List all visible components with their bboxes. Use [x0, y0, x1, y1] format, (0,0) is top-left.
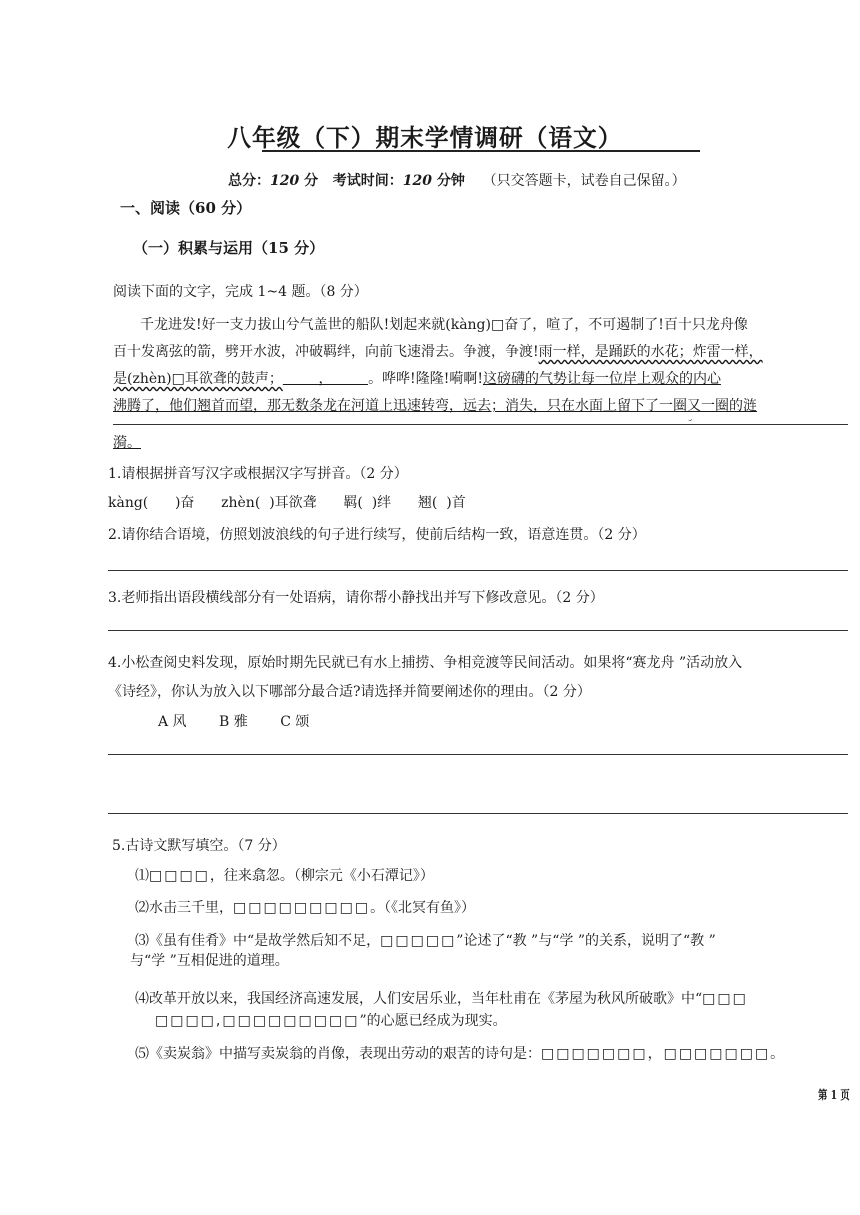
poem-4-text: ⑷改革开放以来，我国经济高速发展，人们安居乐业，当年杜甫在《茅屋为秋风所破歌》中“ [135, 991, 703, 1007]
passage-line-3-mid: 。哗哗!隆隆!嗬啊! [368, 371, 483, 387]
passage-line-4: 沸腾了，他们翘首而望，那无数条龙在河道上迅速转弯，远去；消失，只在水面上留下了一圈又一圈的涟 [113, 398, 757, 414]
poem-1 [135, 865, 434, 885]
poem-5-text: ⑸《卖炭翁》中描写卖炭翁的肖像，表现出劳动的艰苦的诗句是： [135, 1046, 541, 1062]
subsection-heading: （一）积累与运用（15 分） [133, 239, 325, 257]
score-label: 总分： [228, 173, 270, 189]
answer-line-2[interactable] [108, 570, 848, 571]
poem-4-boxes-1[interactable]: □□□ [702, 991, 748, 1007]
poem-3-boxes[interactable]: □□□□□ [380, 933, 457, 949]
exam-note: （只交答题卡，试卷自己保留。） [482, 173, 686, 189]
question-5: 5.古诗文默写填空。（7 分） [112, 838, 286, 854]
underlined-sentence: 这磅礴的气势让每一位岸上观众的内心 [482, 371, 721, 387]
poem-4-line-2 [155, 1010, 507, 1030]
question-4-options [158, 711, 337, 731]
page-number: 第 1 页 [818, 1088, 850, 1102]
passage-line-1: 千龙进发!好一支力拔山兮气盖世的船队!划起来就(kàng)□奋了，喧了，不可遏制了!百十只龙舟像 [140, 317, 748, 333]
question-4-line-1: 4.小松查阅史料发现，原始时期先民就已有水上捕捞、争相竞渡等民间活动。如果将“赛龙舟 ”活动放入 [108, 655, 743, 671]
poem-4-boxes-3[interactable]: □□□□□□□□□ [222, 1013, 360, 1029]
poem-2-boxes[interactable]: □□□□□□□□□ [233, 900, 371, 916]
wavy-underlined-sentence: 雨一样，是踊跃的水花；炸雷一样， [538, 344, 763, 360]
poem-5-boxes-1[interactable]: □□□□□□□， [541, 1046, 664, 1062]
passage-line-3 [113, 368, 721, 388]
poem-3-text-a: ⑶《虽有佳肴》中“是故学然后知不足， [135, 933, 381, 949]
poem-3-line-1 [135, 930, 716, 950]
passage-rule [113, 424, 848, 425]
score-unit: 分 [304, 173, 319, 189]
section-heading: 一、阅读（60 分） [120, 199, 252, 217]
correction-mark: 𝆤 [688, 412, 692, 426]
poem-1-text: ，往来翕忽。（柳宗元《小石潭记》） [209, 868, 434, 884]
time-label: 考试时间： [332, 173, 403, 189]
poem-4-line-1 [135, 988, 748, 1008]
answer-line-4b[interactable] [108, 813, 848, 814]
poem-3-line-2: 与“学 ”互相促进的道理。 [130, 953, 289, 969]
poem-2-tail: 。（《北冥有鱼》） [370, 900, 476, 916]
reading-instruction: 阅读下面的文字，完成 1~4 题。（8 分） [113, 284, 368, 300]
passage-line-2-text: 百十发离弦的箭，劈开水波，冲破羁绊，向前飞速滑去。争渡，争渡! [113, 344, 539, 360]
poem-1-boxes[interactable]: □□□□ [149, 868, 210, 884]
question-3: 3.老师指出语段横线部分有一处语病，请你帮小静找出并写下修改意见。（2 分） [108, 590, 604, 606]
passage-line-5: 漪。 [113, 435, 141, 451]
page-title: 八年级（下）期末学情调研（语文） [227, 123, 623, 152]
answer-line-3[interactable] [108, 630, 848, 631]
wavy-underlined-sentence-end: 是(zhèn)□耳欲聋的鼓声； [113, 371, 283, 387]
score-value: 120 [270, 173, 300, 189]
title-underline [262, 150, 700, 152]
question-1-items: kàng( )奋 zhèn( )耳欲聋 羁( )绊 翘( )首 [108, 495, 466, 511]
poem-5 [135, 1043, 786, 1063]
answer-line-4a[interactable] [108, 754, 848, 755]
poem-2-number: ⑵ [135, 900, 149, 916]
question-1: 1.请根据拼音写汉字或根据汉字写拼音。（2 分） [108, 466, 408, 482]
exam-info [228, 170, 686, 190]
passage-line-2 [113, 341, 763, 361]
poem-4-tail: ”的心愿已经成为现实。 [359, 1013, 507, 1029]
option-b[interactable]: B 雅 [219, 714, 248, 730]
question-4-line-2: 《诗经》，你认为放入以下哪部分最合适?请选择并简要阐述你的理由。（2 分） [108, 684, 591, 700]
poem-3-text-b: ”论述了“教 ”与“学 ”的关系，说明了“教 ” [456, 933, 716, 949]
poem-4-boxes-2[interactable]: □□□□, [155, 1013, 223, 1029]
poem-2-text: 水击三千里， [149, 900, 233, 916]
time-value: 120 [402, 173, 432, 189]
option-a[interactable]: A 风 [158, 714, 187, 730]
poem-1-number: ⑴ [135, 868, 149, 884]
poem-5-boxes-2[interactable]: □□□□□□□。 [663, 1046, 787, 1062]
time-unit: 分钟 [436, 173, 465, 189]
question-2: 2.请你结合语境，仿照划波浪线的句子进行续写，使前后结构一致，语意连贯。（2 分） [108, 527, 646, 543]
poem-2 [135, 897, 475, 917]
option-c[interactable]: C 颂 [280, 714, 310, 730]
fill-blank: ， [282, 371, 369, 387]
